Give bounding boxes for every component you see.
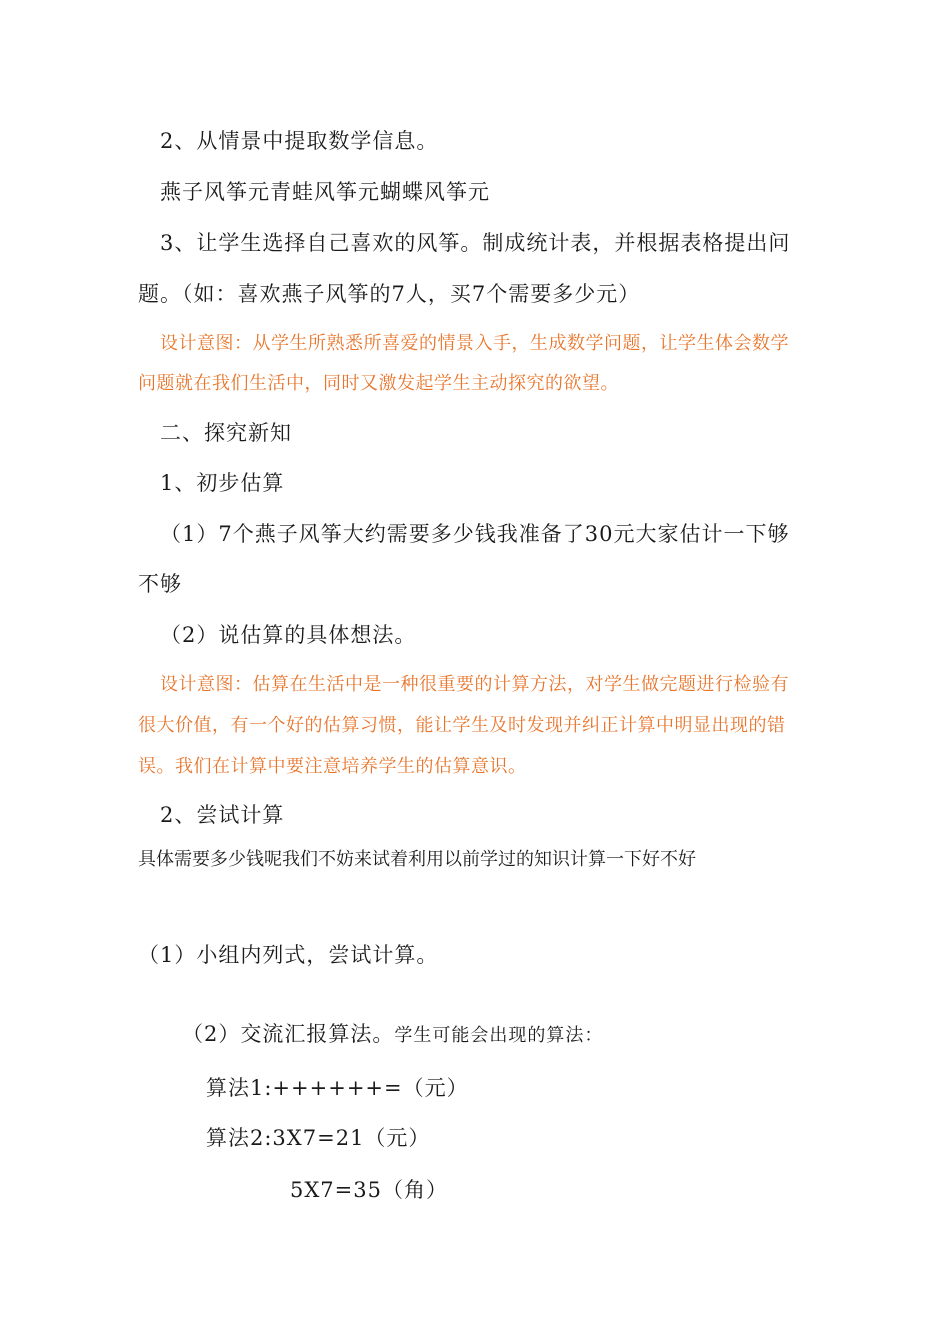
estimate-question-line-1: （1）7个燕子风筝大约需要多少钱我准备了30元大家估计一下够 <box>160 522 790 546</box>
subsection-2-heading: 2、尝试计算 <box>160 803 285 827</box>
method-1: 算法1:++++++=（元） <box>206 1076 469 1100</box>
design-intent-1-line-1: 设计意图：从学生所熟悉所喜爱的情景入手，生成数学问题，让学生体会数学 <box>160 333 789 354</box>
report-methods <box>182 1020 603 1050</box>
step-3-line-1: 3、让学生选择自己喜欢的风筝。制成统计表，并根据表格提出问 <box>160 231 791 255</box>
design-intent-2-line-2: 很大价值，有一个好的估算习惯，能让学生及时发现并纠正计算中明显出现的错 <box>138 715 786 736</box>
report-methods-note: 学生可能会出现的算法： <box>394 1025 604 1046</box>
group-calculation: （1）小组内列式，尝试计算。 <box>138 943 439 967</box>
section-2-heading: 二、探究新知 <box>160 421 292 445</box>
design-intent-2-line-3: 误。我们在计算中要注意培养学生的估算意识。 <box>138 756 527 777</box>
design-intent-2-line-1: 设计意图：估算在生活中是一种很重要的计算方法，对学生做完题进行检验有 <box>160 674 789 695</box>
method-2-step-2: 5X7=35（角） <box>290 1178 448 1202</box>
calculation-prompt: 具体需要多少钱呢我们不妨来试着利用以前学过的知识计算一下好不好 <box>138 849 696 870</box>
kite-price-info: 燕子风筝元青蛙风筝元蝴蝶风筝元 <box>160 180 490 204</box>
estimate-method: （2）说估算的具体想法。 <box>160 623 417 647</box>
design-intent-1-line-2: 问题就在我们生活中，同时又激发起学生主动探究的欲望。 <box>138 373 619 394</box>
estimate-question-line-2: 不够 <box>138 572 182 596</box>
subsection-1-heading: 1、初步估算 <box>160 471 285 495</box>
report-methods-label: （2）交流汇报算法。 <box>182 1022 395 1046</box>
step-2-heading: 2、从情景中提取数学信息。 <box>160 129 439 153</box>
method-2: 算法2:3X7=21（元） <box>206 1126 431 1150</box>
step-3-line-2: 题。（如：喜欢燕子风筝的7人，买7个需要多少元） <box>138 282 641 306</box>
